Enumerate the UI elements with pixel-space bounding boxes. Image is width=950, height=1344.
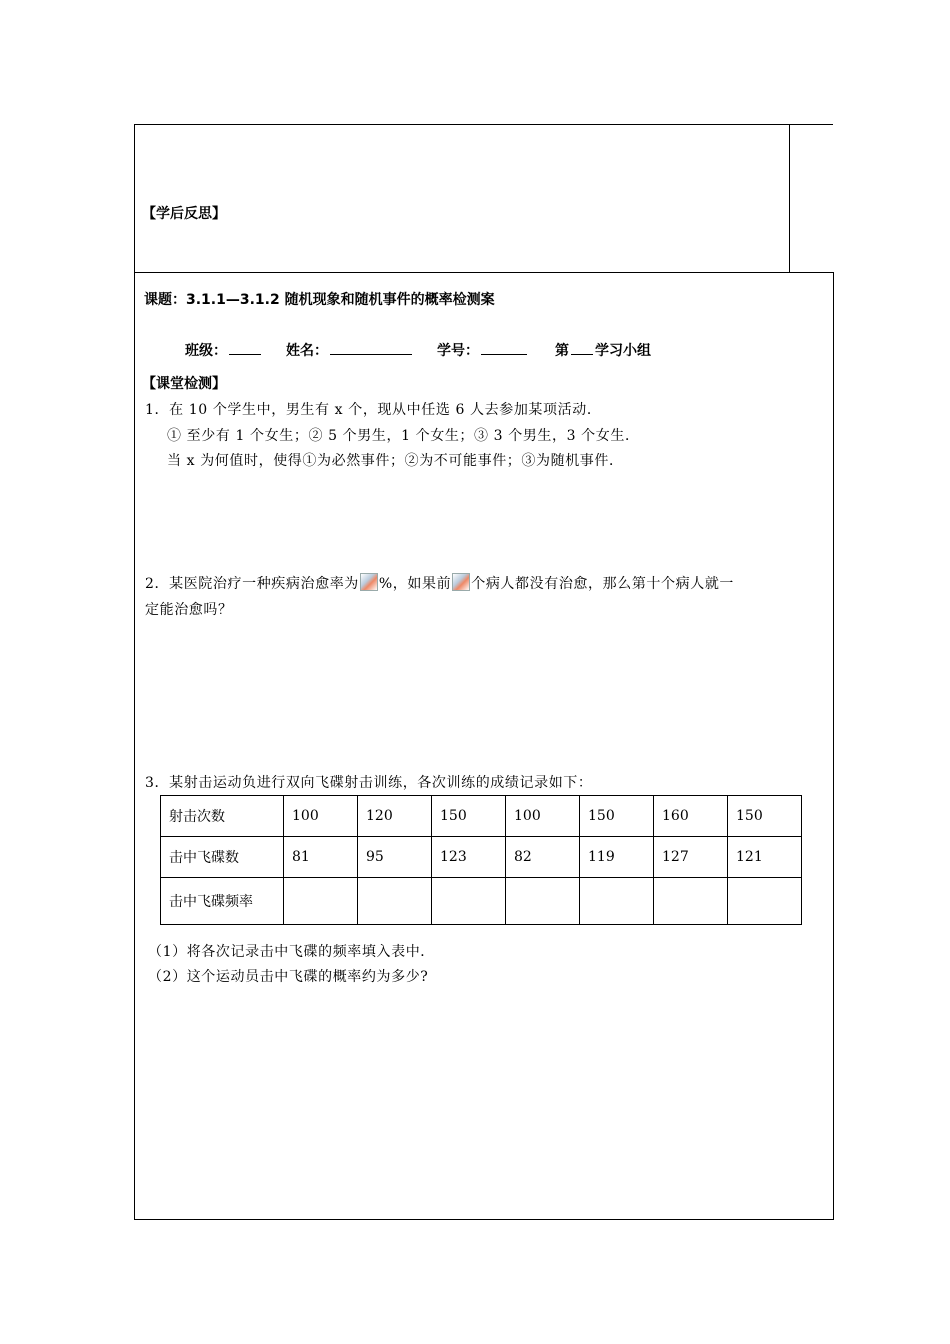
formula-image-icon (360, 573, 378, 591)
q2-part3: 个病人都没有治愈，那么第十个病人就一 (471, 576, 735, 592)
fill-in-cell[interactable] (432, 878, 506, 925)
table-row (161, 878, 802, 925)
group-field[interactable] (555, 340, 651, 360)
fill-in-cell[interactable] (506, 878, 580, 925)
q2-line2: 定能治愈吗？ (145, 602, 233, 618)
row-label: 击中飞碟频率 (161, 878, 284, 925)
q1-line3: 当 x 为何值时，使得①为必然事件；②为不可能事件；③为随机事件． (167, 453, 624, 469)
table-cell: 123 (432, 837, 506, 878)
reflection-frame (134, 124, 791, 273)
name-blank[interactable] (330, 340, 412, 355)
section-heading: 【课堂检测】 (142, 376, 226, 392)
table-row (161, 837, 802, 878)
class-blank[interactable] (229, 340, 261, 355)
topic-title: 课题：3.1.1—3.1.2 随机现象和随机事件的概率检测案 (144, 292, 495, 308)
table-cell: 95 (358, 837, 432, 878)
class-field[interactable] (185, 340, 263, 360)
fill-in-cell[interactable] (580, 878, 654, 925)
formula-image-icon (452, 573, 470, 591)
table-cell: 121 (728, 837, 802, 878)
name-label: 姓名： (286, 343, 328, 359)
fill-in-cell[interactable] (358, 878, 432, 925)
group-suffix: 学习小组 (595, 343, 651, 359)
fill-in-cell[interactable] (284, 878, 358, 925)
row-label: 射击次数 (161, 796, 284, 837)
table-cell: 82 (506, 837, 580, 878)
class-label: 班级： (185, 343, 227, 359)
group-prefix: 第 (555, 343, 569, 359)
scores-table (160, 795, 802, 925)
frame-edge-line (790, 124, 833, 125)
table-cell: 127 (654, 837, 728, 878)
table-cell: 119 (580, 837, 654, 878)
table-cell: 120 (358, 796, 432, 837)
q1-line2: ① 至少有 1 个女生；② 5 个男生，1 个女生；③ 3 个男生，3 个女生． (167, 428, 640, 444)
table-cell: 150 (728, 796, 802, 837)
q3-sub2: （2）这个运动员击中飞碟的概率约为多少? (148, 969, 429, 985)
table-cell: 160 (654, 796, 728, 837)
table-cell: 100 (284, 796, 358, 837)
q2-part2: %，如果前 (378, 576, 452, 592)
q3-sub1: （1）将各次记录击中飞碟的频率填入表中． (148, 944, 435, 960)
q2-part1: 2．某医院治疗一种疾病治愈率为 (145, 576, 359, 592)
frame-divider (789, 124, 790, 272)
table-cell: 100 (506, 796, 580, 837)
id-field[interactable] (437, 340, 529, 360)
table-row (161, 796, 802, 837)
table-cell: 150 (580, 796, 654, 837)
q1-line1: 1．在 10 个学生中，男生有 x 个，现从中任选 6 人去参加某项活动． (145, 402, 602, 418)
q3-intro: 3．某射击运动负进行双向飞碟射击训练，各次训练的成绩记录如下： (145, 775, 593, 791)
fill-in-cell[interactable] (654, 878, 728, 925)
q2-line1 (145, 573, 734, 593)
group-blank[interactable] (571, 340, 593, 355)
table-cell: 81 (284, 837, 358, 878)
fill-in-cell[interactable] (728, 878, 802, 925)
id-label: 学号： (437, 343, 479, 359)
reflection-heading: 【学后反思】 (142, 206, 226, 222)
id-blank[interactable] (481, 340, 527, 355)
name-field[interactable] (286, 340, 414, 360)
row-label: 击中飞碟数 (161, 837, 284, 878)
table-cell: 150 (432, 796, 506, 837)
